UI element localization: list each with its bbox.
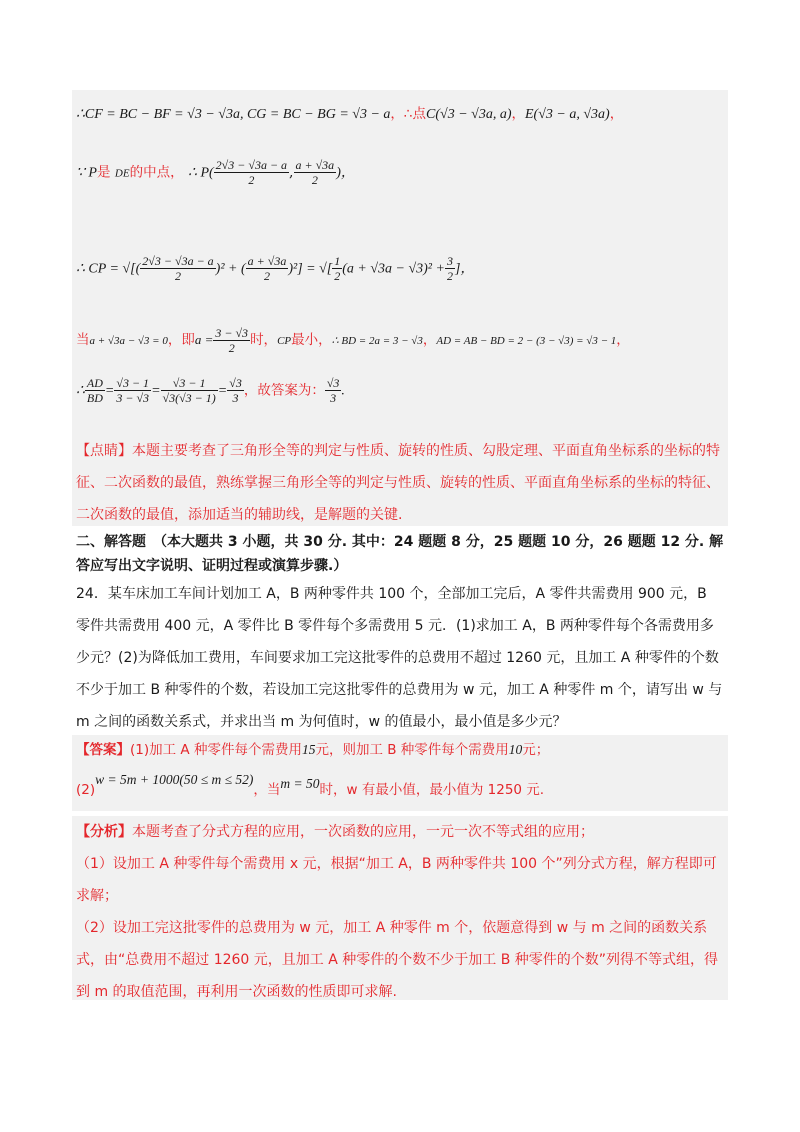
analysis-part-2: （2）设加工完这批零件的总费用为 w 元，加工 A 种零件 m 个，依题意得到 w 与 m 之间的函数关系式，由“总费用不超过 1260 元，且加工 A 种零件的个数不少于加工 B 种零件的个数”列得不等式组，得到 m 的取值范围，再利用一次函数的性质即可求解. <box>76 920 719 1000</box>
point-e: E(√3 − a, √3a) <box>525 107 610 122</box>
fraction: $\frac{a + √3a}{2}$ <box>295 158 335 187</box>
analysis-block: 【分析】本题考查了分式方程的应用，一次函数的应用，一元一次不等式组的应用； （1）设加工 A 种零件每个需费用 x 元，根据“加工 A，B 两种零件共 100 个”列分式方程，解方程即可求解； （2）设加工完这批零件的总费用为 w 元，加工 A 种零件 m 个，依题意得到 w 与 m 之间的函数关系式，由“总费用不超过 1260 元，且加工 A 种零件的个数不少于加工 B 种零件的个数”列得不等式组，得到 m 的取值范围，再利用一次函数的性质即可求解. <box>76 824 719 1000</box>
fraction: $\frac{√3 - 1}{√3(√3 - 1)}$ <box>162 376 216 405</box>
comment-text: 本题主要考查了三角形全等的判定与性质、旋转的性质、勾股定理、平面直角坐标系的坐标的特征、二次函数的最值，熟练掌握三角形全等的判定与性质、旋转的性质、平面直角坐标系的坐标的特征、二次函数的最值，添加适当的辅助线，是解题的关键. <box>76 443 720 523</box>
problem-24: 24．某车床加工车间计划加工 A，B 两种零件共 100 个，全部加工完后，A 零件共需费用 900 元，B 零件共需费用 400 元，A 零件比 B 零件每个多需费用 5 元．(1)求加工 A，B 两种零件每个各需费用多少元？(2)为降低加工费用，车间要求加工完这批零件的总费用不超过 1260 元，且加工 A 种零件的个数不少于加工 B 种零件的个数，若设加工完这批零件的总费用为 w 元，加工 A 种零件 m 个，请写出 w 与 m 之间的函数关系式，并求出当 m 为何值时，w 的值最小，最小值是多少元？ <box>76 586 723 730</box>
analysis-tag: 【分析】 <box>76 824 132 840</box>
fraction: $\frac{√3}{3}$ <box>229 376 242 405</box>
fraction: $\frac{a + √3a}{2}$ <box>247 254 287 283</box>
fraction: $\frac{√3}{3}$ <box>326 376 340 405</box>
solution-line-5: ∴ $\frac{AD}{BD}$ = $\frac{√3 - 1}{3 - √3}$ = $\frac{√3 - 1}{√3(√3 - 1)}$ = $\frac{√3}{3}$ ，故答案为： $\frac{√3}{3}$ . <box>76 376 345 405</box>
solution-line-3: ∴ CP = √[( $\frac{2√3 - √3a - a}{2}$ )² + ( $\frac{a + √3a}{2}$ )²] = √[ $\frac{1}{2}$ (a + √3a − √3)² + $\frac{3}{2}$ ]， <box>76 254 475 283</box>
answer-tag: 【答案】 <box>76 742 130 758</box>
cf-cg-equation: ∴CF = BC − BF = √3 − √3a, CG = BC − BG = √3 − a <box>76 107 391 122</box>
section-heading: 二、解答题 （本大题共 3 小题，共 30 分. 其中：24 题题 8 分，25 题题 10 分，26 题题 12 分. 解答应写出文字说明、证明过程或演算步骤.） <box>76 534 724 574</box>
solution-line-1: ∴CF = BC − BF = √3 − √3a, CG = BC − BG = √3 − a，∴点C(√3 − √3a, a)，E(√3 − a, √3a)， <box>76 106 624 122</box>
fraction: $\frac{1}{2}$ <box>334 254 341 283</box>
fraction: $\frac{2√3 - √3a - a}{2}$ <box>142 254 214 283</box>
comment-tag: 【点睛】 <box>76 443 132 459</box>
answer-line-2: (2)w = 5m + 1000(50 ≤ m ≤ 52)，当m = 50时，w 有最小值，最小值为 1250 元. <box>76 772 545 798</box>
fraction: $\frac{3 - √3}{2}$ <box>215 326 249 355</box>
solution-line-2: ∵ P是 DE的中点， ∴ P( $\frac{2√3 - √3a - a}{2}$ , $\frac{a + √3a}{2}$ )， <box>76 158 355 187</box>
comment-block <box>76 435 724 531</box>
solution-line-4: 当a + √3a − √3 = 0，即a = $\frac{3 - √3}{2}$ 时，CP最小，∴ BD = 2a = 3 − √3，AD = AB − BD = 2 − (3 − √3) = √3 − 1， <box>76 326 630 355</box>
fraction: $\frac{3}{2}$ <box>446 254 453 283</box>
answer-line-1: 【答案】(1)加工 A 种零件每个需费用15元，则加工 B 种零件每个需费用10元； <box>76 742 550 758</box>
fraction: $\frac{AD}{BD}$ <box>86 376 103 405</box>
fraction: $\frac{2√3 - √3a - a}{2}$ <box>215 158 288 187</box>
point-c: C(√3 − √3a, a) <box>426 107 512 122</box>
analysis-part-1: （1）设加工 A 种零件每个需费用 x 元，根据“加工 A，B 两种零件共 100 个”列分式方程，解方程即可求解； <box>76 856 717 904</box>
fraction: $\frac{√3 - 1}{3 - √3}$ <box>116 376 150 405</box>
